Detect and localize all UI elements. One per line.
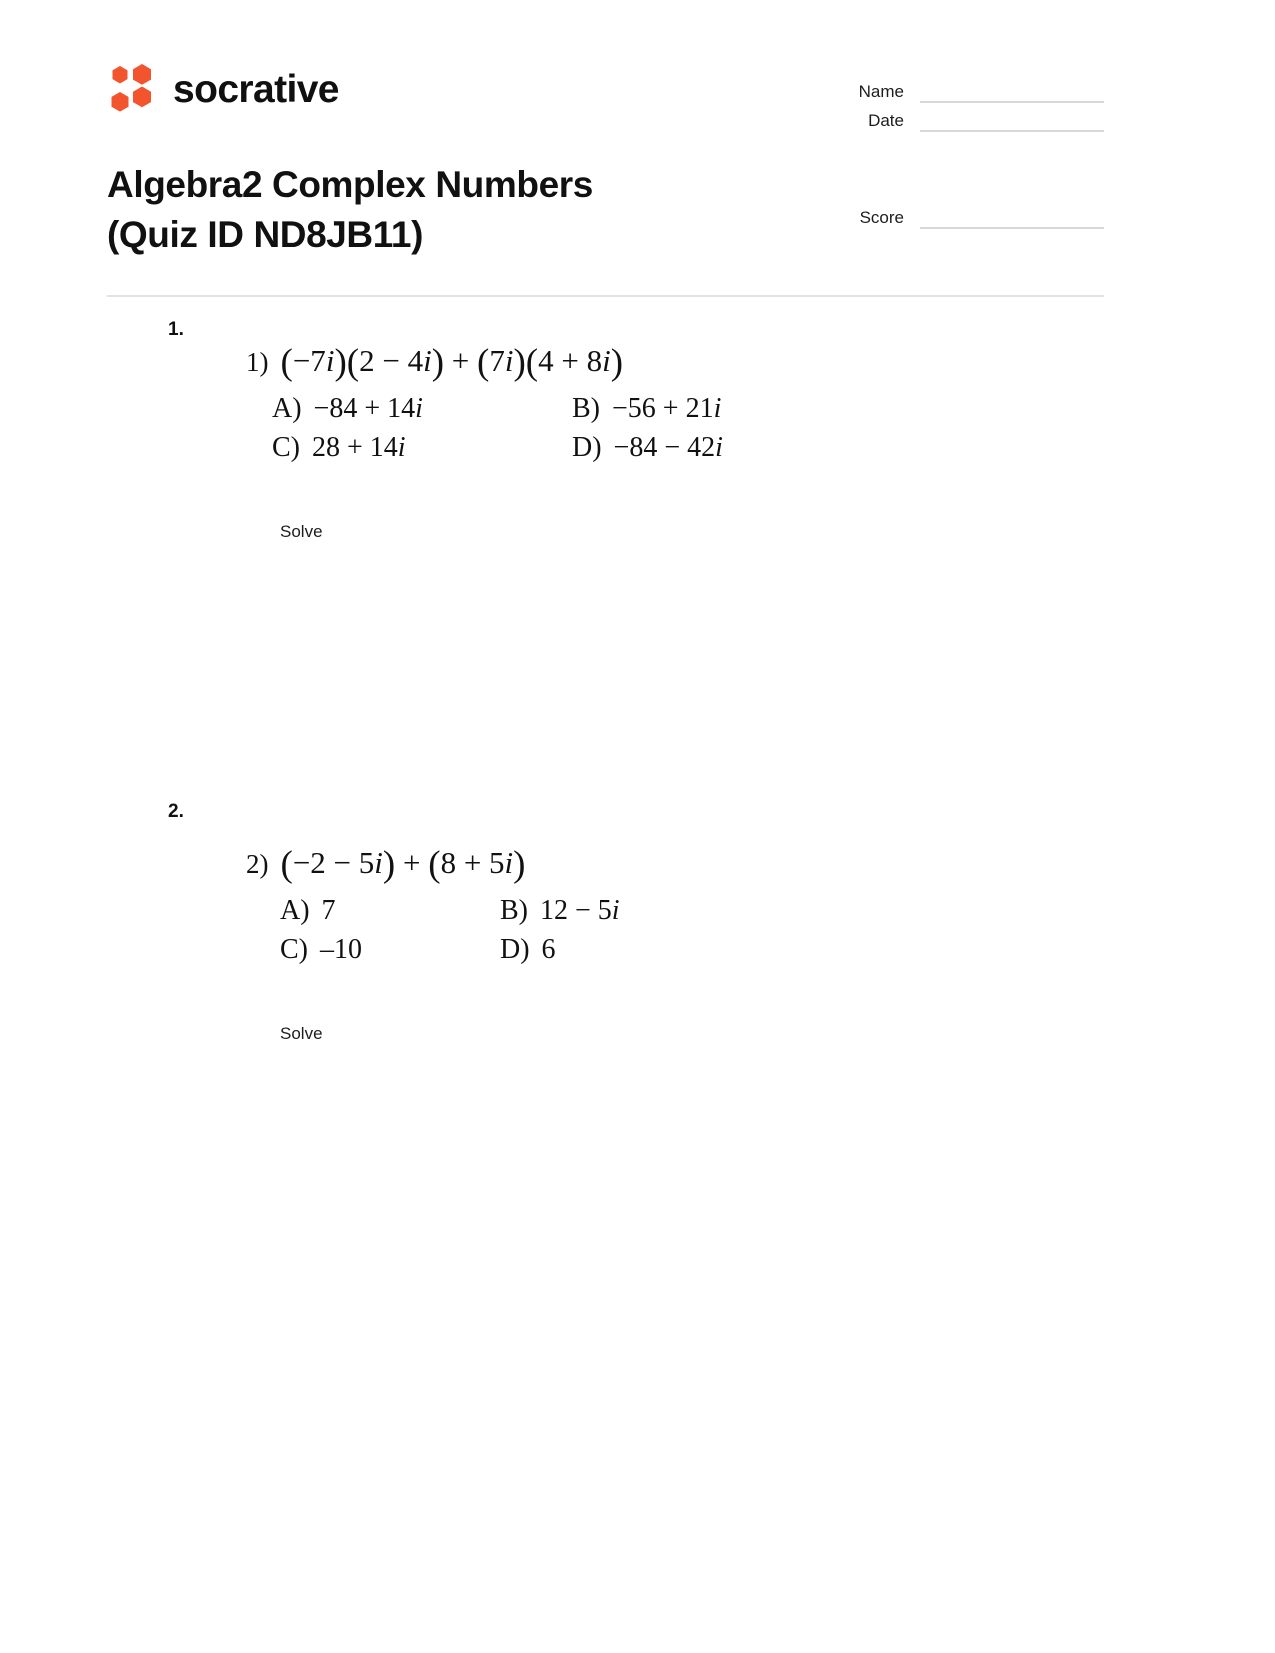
choice-row-1-cd [272, 432, 1275, 464]
date-field-input[interactable] [920, 129, 1104, 132]
choice-1-A-label: A) [272, 393, 302, 425]
date-field-row [774, 103, 1104, 132]
choice-1-D-label: D) [572, 432, 602, 464]
question-index-2: 2. [168, 801, 184, 823]
student-meta-fields [774, 74, 1104, 229]
answer-prompt-2: Solve [280, 1024, 323, 1044]
name-field-input[interactable] [920, 100, 1104, 103]
choice-2-B-label: B) [500, 895, 528, 927]
brand-wordmark: socrative [173, 67, 339, 111]
choice-2-C[interactable] [280, 934, 500, 966]
choice-1-B-label: B) [572, 393, 600, 425]
question-expression-2: (−2 − 5i) + (8 + 5i) [280, 844, 526, 886]
choice-1-A-text: −84 + 14i [313, 393, 423, 425]
choice-2-D[interactable] [500, 934, 556, 966]
score-field-label: Score [859, 208, 904, 227]
choice-2-A-text: 7 [321, 895, 336, 927]
score-field-row [774, 200, 1104, 229]
answer-space-1 [0, 542, 1275, 802]
choice-2-A-label: A) [280, 895, 310, 927]
question-choices-1 [272, 393, 1275, 464]
choice-row-2-cd [280, 934, 1275, 966]
choice-1-C[interactable] [272, 432, 572, 464]
question-stem-1 [246, 342, 1275, 383]
question-body-1 [168, 320, 1275, 542]
choice-2-C-text: –10 [320, 934, 362, 966]
choice-2-B[interactable] [500, 895, 620, 927]
answer-prompt-1: Solve [280, 522, 323, 542]
question-index-1: 1. [168, 319, 184, 340]
question-block-1 [0, 320, 1275, 542]
socrative-hexagons-icon [107, 62, 159, 116]
choice-1-B[interactable] [572, 393, 721, 425]
choice-1-B-text: −56 + 21i [612, 393, 722, 425]
page-title-line-2: (Quiz ID ND8JB11) [107, 213, 423, 255]
questions-list [0, 320, 1275, 1044]
choice-1-C-label: C) [272, 432, 300, 464]
question-number-2: 2) [246, 849, 269, 880]
question-number-1: 1) [246, 347, 269, 377]
choice-1-D-text: −84 − 42i [613, 432, 723, 464]
question-body-2 [168, 802, 1275, 1044]
name-field-row [774, 74, 1104, 103]
choice-2-D-text: 6 [541, 934, 556, 966]
question-expression-1: (−7i)(2 − 4i) + (7i)(4 + 8i) [280, 342, 624, 383]
choice-1-A[interactable] [272, 393, 572, 425]
name-field-label: Name [858, 82, 904, 101]
page-title-line-1: Algebra2 Complex Numbers [107, 164, 593, 205]
choice-row-1-ab [272, 393, 1275, 425]
page-header [107, 52, 1104, 292]
choice-1-C-text: 28 + 14i [312, 432, 406, 464]
score-field-input[interactable] [920, 226, 1104, 229]
question-choices-2 [280, 895, 1275, 966]
choice-1-D[interactable] [572, 432, 723, 464]
choice-2-D-label: D) [500, 934, 530, 966]
question-block-2 [0, 802, 1275, 1044]
date-field-label: Date [868, 111, 904, 130]
page-title [107, 160, 787, 259]
choice-2-C-label: C) [280, 934, 308, 966]
choice-2-A[interactable] [280, 895, 500, 927]
brand-logo [107, 62, 339, 116]
header-divider [107, 295, 1104, 297]
question-stem-2 [246, 824, 1275, 886]
choice-2-B-text: 12 − 5i [540, 895, 620, 927]
choice-row-2-ab [280, 895, 1275, 927]
